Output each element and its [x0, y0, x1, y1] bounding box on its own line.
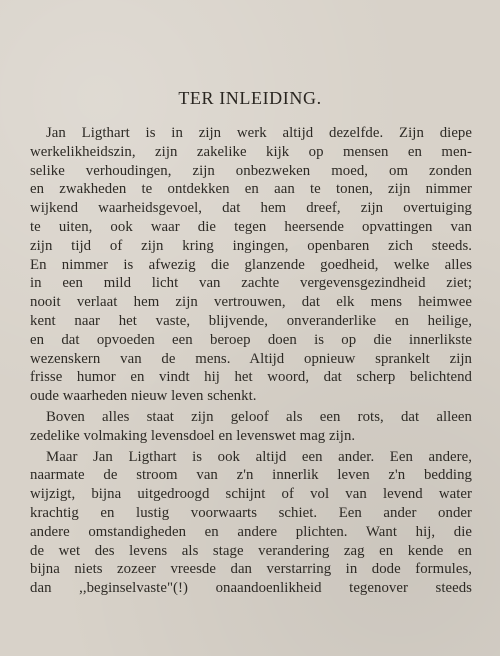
text-line: wezenskern van de mens. Altijd opnieuw sprankelt zijn: [30, 350, 472, 367]
text-line: de wet des levens als stage verandering zag en kende en: [30, 542, 472, 559]
paragraph-1: [30, 124, 472, 406]
text-line: Maar Jan Ligthart is ook altijd een ander. Een andere,: [46, 448, 472, 465]
text-line: Boven alles staat zijn geloof als een rots, dat alleen: [46, 408, 472, 425]
text-line: zijn tijd of zijn kring ingingen, openbaren zich steeds.: [30, 237, 472, 254]
text-line: en dat opvoeden een beroep doen is op die innerlikste: [30, 331, 472, 348]
text-line: frisse humor en vindt hij het woord, dat scherp belichtend: [30, 369, 472, 386]
text-line: oude waarheden nieuw leven schenkt.: [30, 388, 257, 405]
text-line: nooit verlaat hem zijn vertrouwen, dat elk mens heimwee: [30, 294, 472, 311]
text-line: En nimmer is afwezig die glanzende goedheid, welke alles: [30, 256, 472, 273]
text-line: in een mild licht van zachte vergevensgezindheid ziet;: [30, 275, 472, 292]
text-line: wijkend waarheidsgevoel, dat hem dreef, zijn overtuiging: [30, 200, 472, 217]
paragraph-3: [30, 448, 472, 598]
body-text: [30, 124, 472, 600]
text-line: selike verhoudingen, zijn onbezweken moed, om zonden: [30, 162, 472, 179]
text-line: wijzigt, bijna uitgedroogd schijnt of vol van levend water: [30, 486, 472, 503]
text-line: naarmate de stroom van z'n innerlik leven z'n bedding: [30, 467, 472, 484]
text-line: kent naar het vaste, blijvende, onveranderlike en heilige,: [30, 312, 472, 329]
text-line: en zwakheden te ontdekken en aan te tonen, zijn nimmer: [30, 181, 472, 198]
page-title: TER INLEIDING.: [178, 88, 322, 108]
text-line: andere omstandigheden en andere plichten. Want hij, die: [30, 523, 472, 540]
text-line: dan ,,beginselvaste"(!) onaandoenlikheid tegenover steeds: [30, 580, 472, 597]
text-line: werkelikheidszin, zijn zakelike kijk op mensen en men-: [30, 143, 472, 160]
text-line: te uiten, ook waar die tegen heersende opvattingen van: [30, 218, 472, 235]
text-line: zedelike volmaking levensdoel en levenswet mag zijn.: [30, 427, 356, 444]
paragraph-2: [30, 408, 472, 446]
text-line: Jan Ligthart is in zijn werk altijd dezelfde. Zijn diepe: [46, 125, 472, 141]
text-line: bijna niets zozeer vreesde dan verstarring in dode formules,: [30, 561, 472, 578]
text-line: krachtig en lustig voorwaarts schiet. Een ander onder: [30, 504, 472, 521]
